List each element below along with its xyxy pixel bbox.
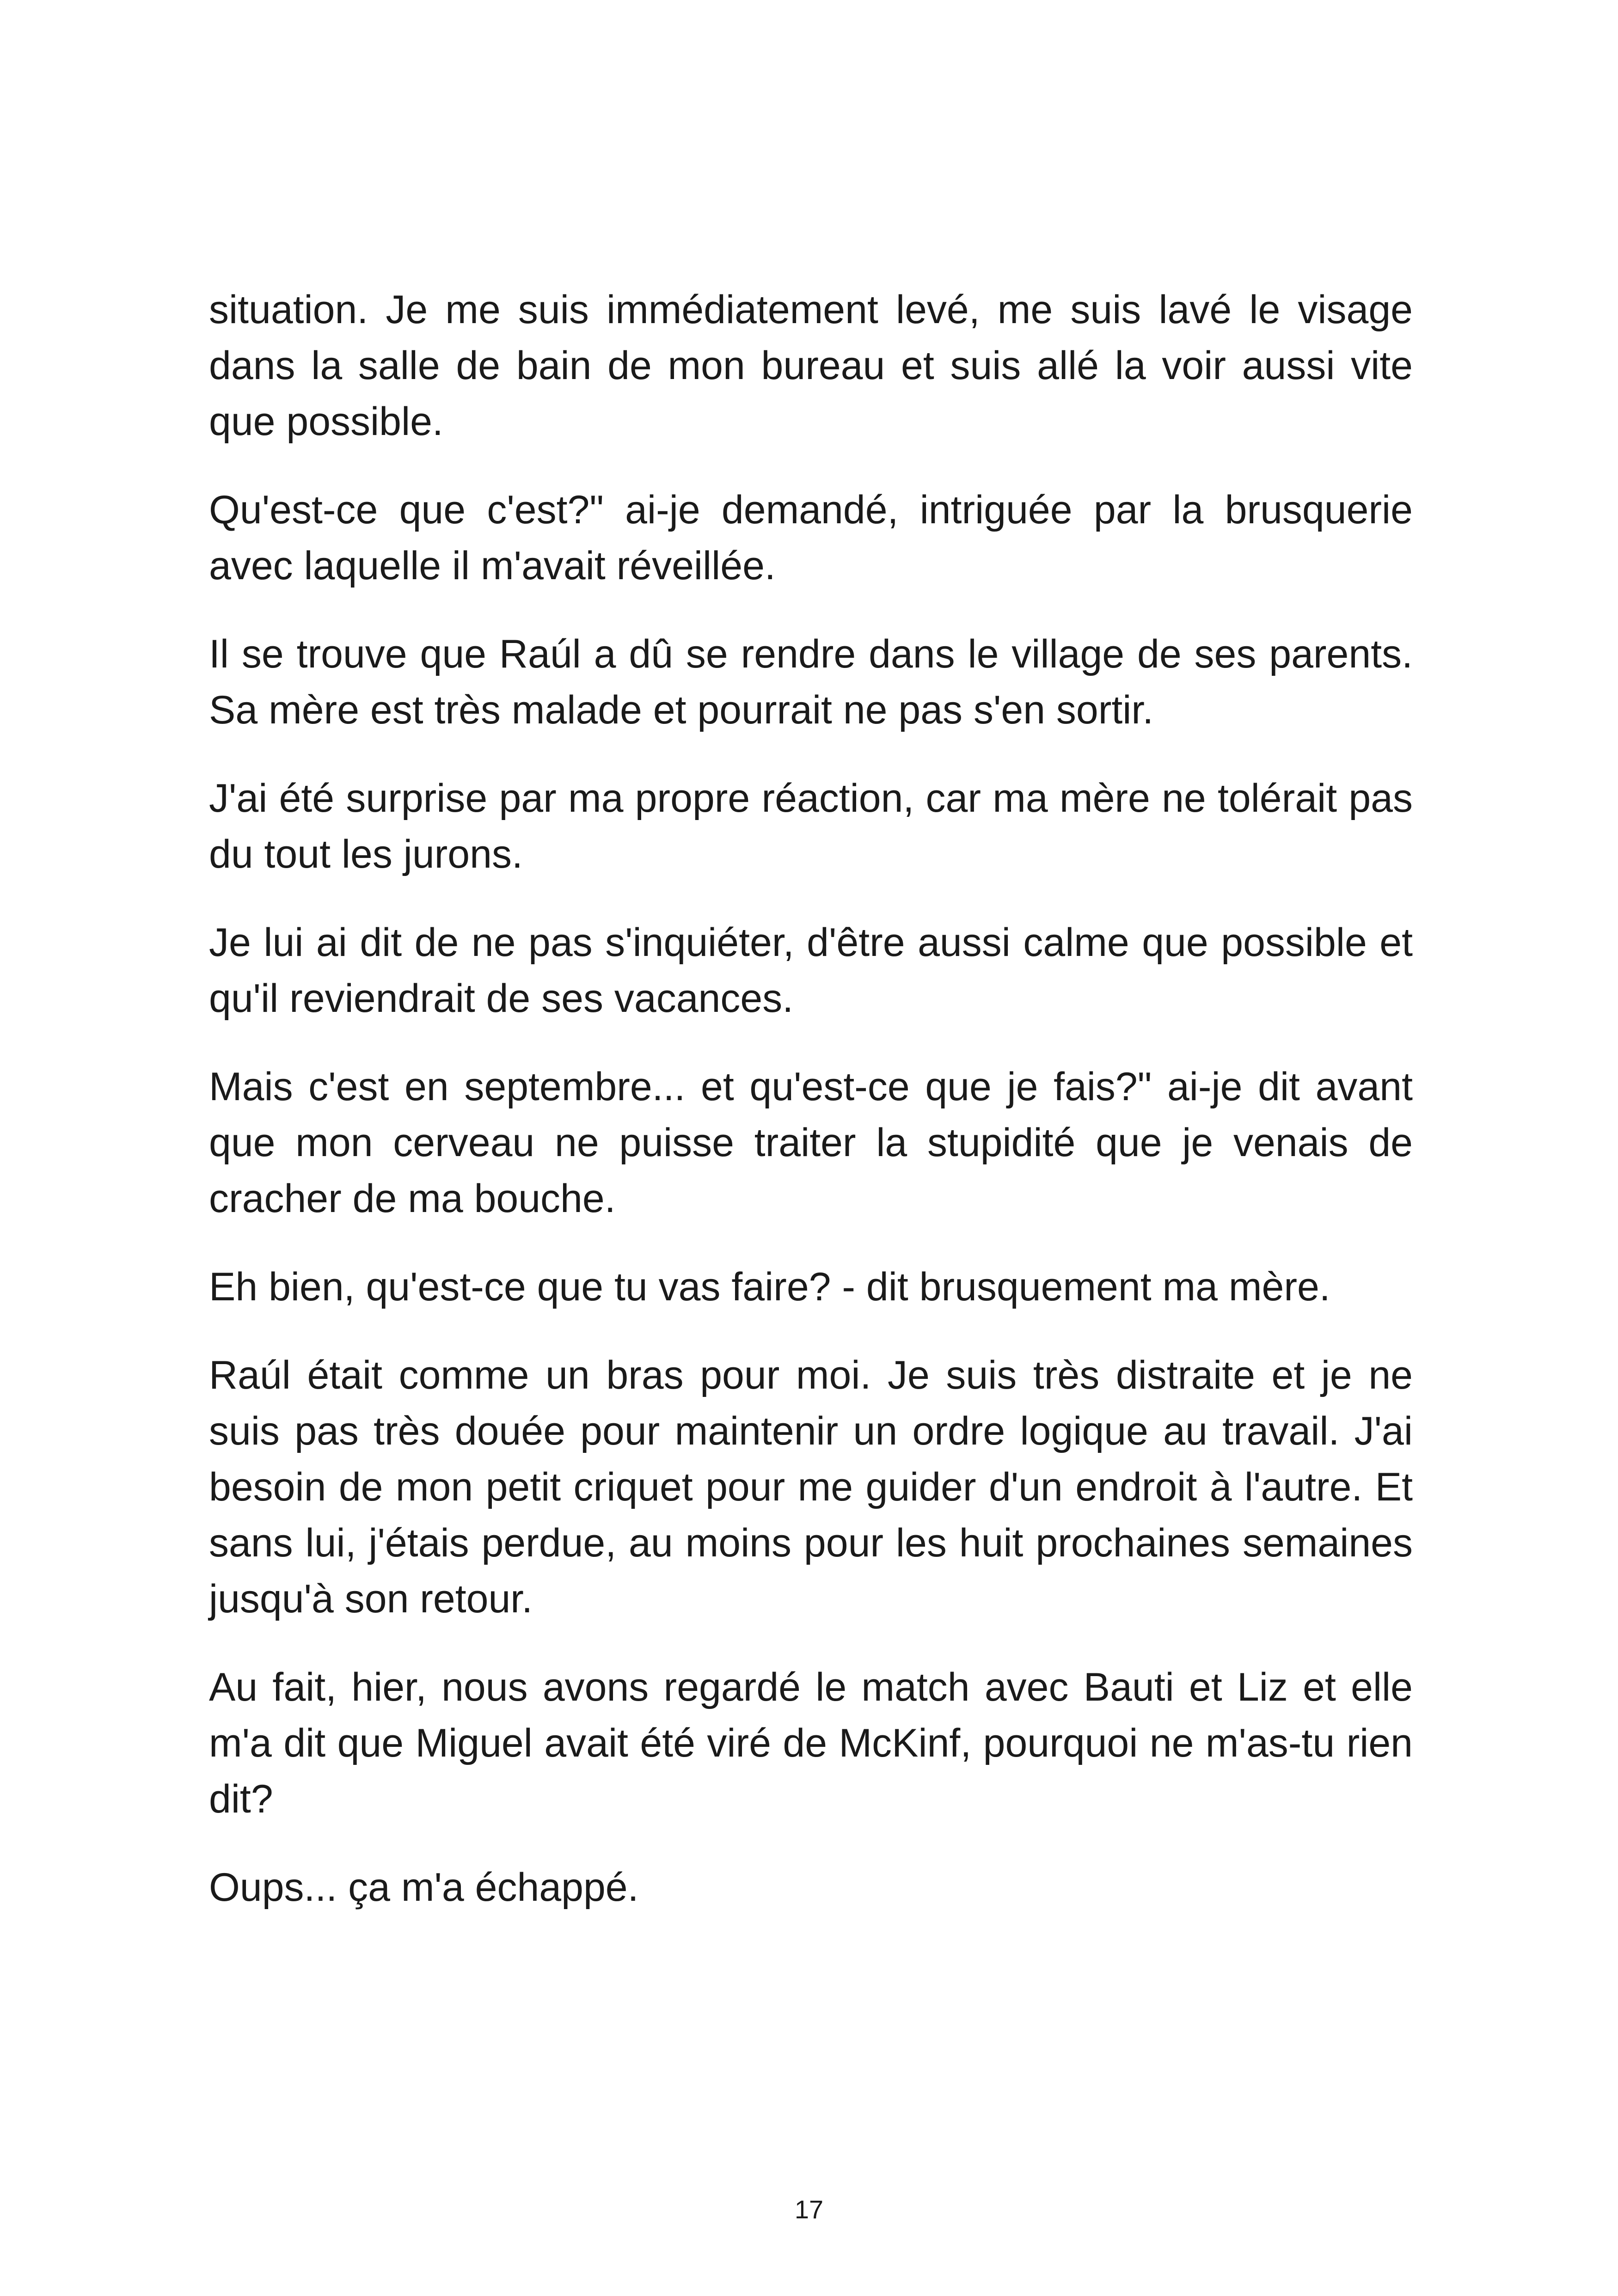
paragraph-6: Mais c'est en septembre... et qu'est-ce que je fais?" ai-je dit avant que mon cerveau ne puisse traiter la stupidité que je venais de cracher de ma bouche. (209, 1065, 1413, 1221)
body-text (209, 282, 1413, 1948)
paragraph-10: Oups... ça m'a échappé. (209, 1865, 639, 1910)
paragraph-1: situation. Je me suis immédiatement levé, me suis lavé le visage dans la salle de bain de mon bureau et suis allé la voir aussi vite que possible. (209, 288, 1413, 444)
paragraph-4: J'ai été surprise par ma propre réaction, car ma mère ne tolérait pas du tout les jurons. (209, 776, 1413, 876)
paragraph-5: Je lui ai dit de ne pas s'inquiéter, d'être aussi calme que possible et qu'il reviendrait de ses vacances. (209, 920, 1413, 1021)
paragraph-9: Au fait, hier, nous avons regardé le match avec Bauti et Liz et elle m'a dit que Miguel avait été viré de McKinf, pourquoi ne m'as-tu rien dit? (209, 1665, 1413, 1821)
paragraph-7: Eh bien, qu'est-ce que tu vas faire? - dit brusquement ma mère. (209, 1265, 1330, 1309)
paragraph-2: Qu'est-ce que c'est?" ai-je demandé, intriguée par la brusquerie avec laquelle il m'avait réveillée. (209, 488, 1413, 588)
paragraph-3: Il se trouve que Raúl a dû se rendre dans le village de ses parents. Sa mère est très malade et pourrait ne pas s'en sortir. (209, 632, 1413, 732)
page-number: 17 (794, 2195, 824, 2224)
paragraph-8: Raúl était comme un bras pour moi. Je suis très distraite et je ne suis pas très douée pour maintenir un ordre logique au travail. J'ai besoin de mon petit criquet pour me guider d'un endroit à l'autre. Et sans lui, j'étais perdue, au moins pour les huit prochaines semaines jusqu'à son retour. (209, 1353, 1413, 1621)
